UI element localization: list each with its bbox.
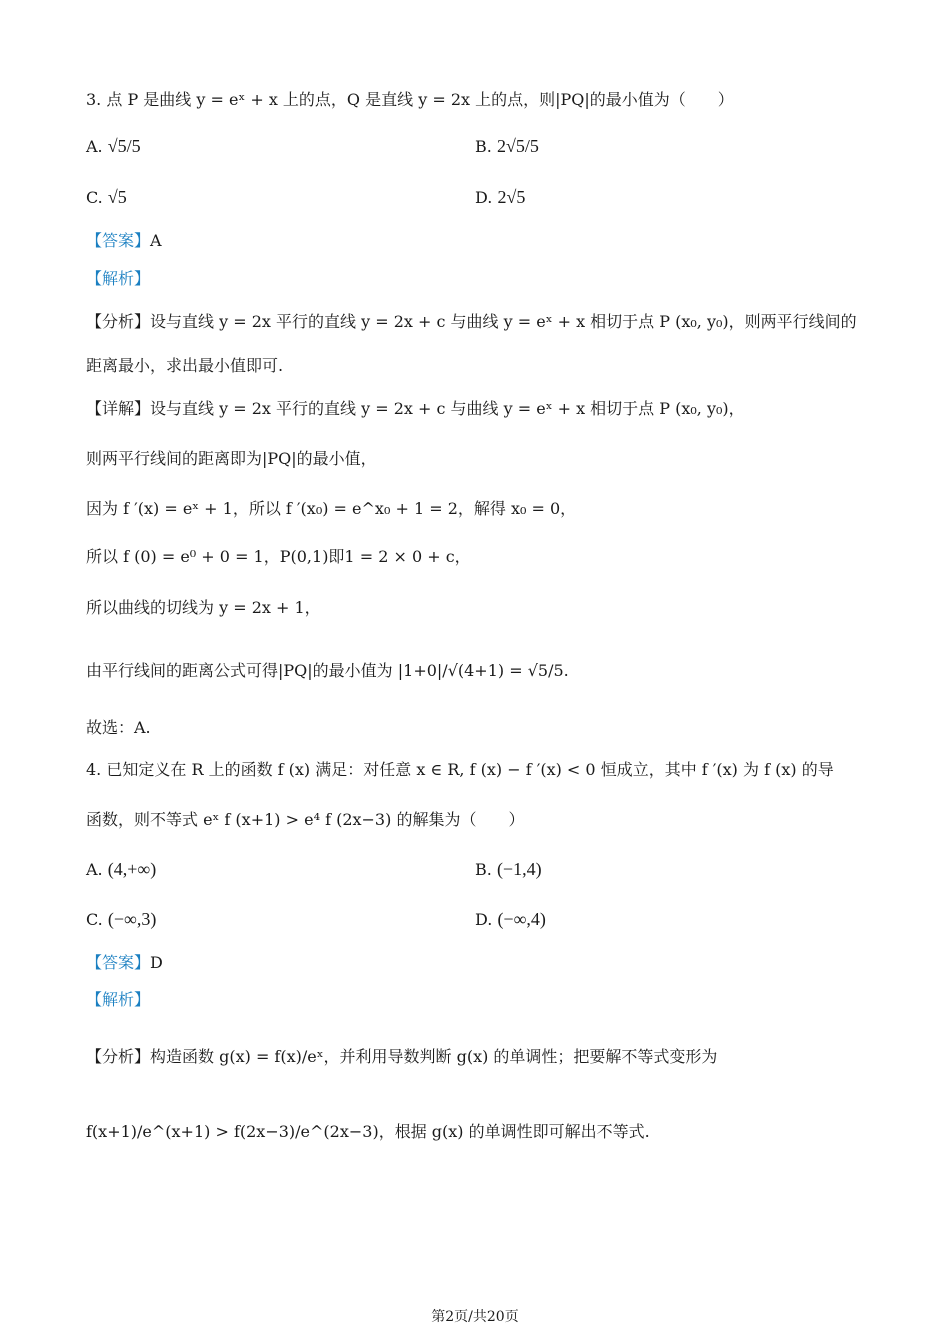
q4-stem-line-2	[86, 808, 524, 832]
xiangjie-text: 设与直线 y = 2x 平行的直线 y = 2x + c 与曲线 y = eˣ + x 相切于点 P (x₀, y₀)，	[150, 399, 745, 418]
option-label: A.	[86, 860, 103, 879]
option-value: (−∞,4)	[497, 909, 546, 929]
page-footer: 第2页/共20页	[431, 1309, 519, 1325]
answer-value: D	[150, 953, 163, 972]
q3-analysis-heading	[86, 267, 150, 291]
fenxi-text: 距离最小，求出最小值即可.	[86, 356, 284, 375]
q3-option-a	[86, 134, 141, 159]
q3-fenxi-line-1	[86, 310, 857, 334]
step-text: 所以 f (0) = e⁰ + 0 = 1，P(0,1)即1 = 2 × 0 + c，	[86, 547, 471, 566]
q3-option-c	[86, 185, 127, 210]
q3-stem-text: 3. 点 P 是曲线 y = eˣ + x 上的点，Q 是直线 y = 2x 上的点，则|PQ|的最小值为（ ）	[86, 90, 734, 109]
option-label: D.	[475, 188, 493, 207]
q3-answer	[86, 229, 162, 253]
option-value: √5	[107, 187, 127, 207]
option-value: 2√5/5	[496, 136, 539, 156]
xiangjie-tag: 【详解】	[86, 399, 151, 418]
q3-step-2	[86, 497, 576, 521]
q4-option-c	[86, 907, 156, 932]
q4-stem-text: 函数，则不等式 eˣ f (x+1) > e⁴ f (2x−3) 的解集为（ ）	[86, 810, 525, 829]
q3-step-5	[86, 659, 569, 683]
q4-option-a	[86, 857, 156, 882]
q4-option-b	[475, 857, 542, 882]
option-value: (−1,4)	[496, 859, 542, 879]
q3-step-6	[86, 716, 151, 740]
answer-tag: 【答案】	[86, 953, 151, 972]
fenxi-text: 设与直线 y = 2x 平行的直线 y = 2x + c 与曲线 y = eˣ + x 相切于点 P (x₀, y₀)，则两平行线间的	[150, 312, 857, 331]
analysis-tag: 【解析】	[86, 269, 151, 288]
option-label: B.	[475, 137, 492, 156]
option-value: (4,+∞)	[107, 859, 157, 879]
answer-tag: 【答案】	[86, 231, 151, 250]
q3-stem	[86, 88, 734, 112]
q4-analysis-heading	[86, 988, 150, 1012]
q3-option-d	[475, 185, 525, 210]
q3-fenxi-line-2	[86, 354, 283, 378]
q3-step-3	[86, 545, 471, 569]
fenxi-text: f(x+1)/e^(x+1) > f(2x−3)/e^(2x−3)，根据 g(x) 的单调性即可解出不等式.	[86, 1122, 650, 1141]
step-text: 所以曲线的切线为 y = 2x + 1，	[86, 598, 321, 617]
option-value: (−∞,3)	[107, 909, 157, 929]
q4-option-d	[475, 907, 546, 932]
q3-step-1	[86, 447, 377, 471]
fenxi-tag: 【分析】	[86, 1047, 151, 1066]
answer-value: A	[150, 231, 162, 250]
option-label: B.	[475, 860, 492, 879]
option-value: 2√5	[497, 187, 526, 207]
step-text: 由平行线间的距离公式可得|PQ|的最小值为 |1+0|/√(4+1) = √5/5.	[86, 661, 569, 680]
option-value: √5/5	[107, 136, 141, 156]
q4-stem-text: 4. 已知定义在 R 上的函数 f (x) 满足：对任意 x ∈ R, f (x) − f ′(x) < 0 恒成立，其中 f ′(x) 为 f (x) 的导	[86, 760, 834, 779]
step-text: 因为 f ′(x) = eˣ + 1，所以 f ′(x₀) = e^x₀ + 1 = 2，解得 x₀ = 0，	[86, 499, 577, 518]
q3-step-4	[86, 596, 321, 620]
fenxi-tag: 【分析】	[86, 312, 151, 331]
option-label: D.	[475, 910, 493, 929]
q4-fenxi-line-1	[86, 1045, 717, 1069]
q4-answer	[86, 951, 163, 975]
analysis-tag: 【解析】	[86, 990, 151, 1009]
step-text: 则两平行线间的距离即为|PQ|的最小值，	[86, 449, 377, 468]
step-text: 故选：A.	[86, 718, 151, 737]
fenxi-text: 构造函数 g(x) = f(x)/eˣ，并利用导数判断 g(x) 的单调性；把要解不等式变形为	[150, 1047, 718, 1066]
option-label: A.	[86, 137, 103, 156]
option-label: C.	[86, 910, 103, 929]
q4-stem-line-1	[86, 758, 834, 782]
q3-option-b	[475, 134, 539, 159]
option-label: C.	[86, 188, 103, 207]
q4-fenxi-line-2	[86, 1120, 650, 1144]
q3-xiangjie-line-1	[86, 397, 745, 421]
